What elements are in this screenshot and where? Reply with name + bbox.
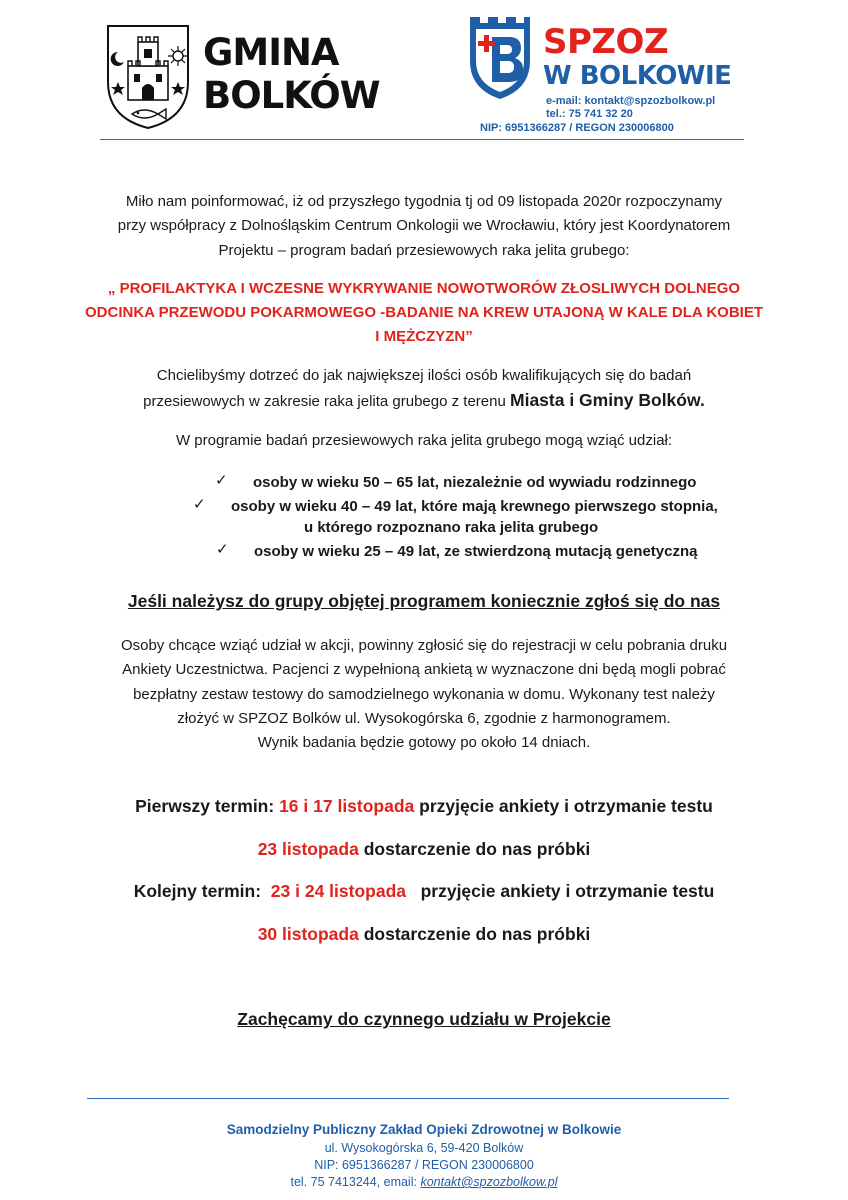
eligibility-item-1: osoby w wieku 50 – 65 lat, niezależnie od wywiadu rodzinnego <box>253 474 697 491</box>
header-phone: tel.: 75 741 32 20 <box>546 108 633 120</box>
schedule-first-return <box>0 839 848 860</box>
reach-line-2 <box>0 390 848 411</box>
spzoz-title: SPZOZ <box>543 22 669 62</box>
first-term-dates: 16 i 17 listopada <box>279 796 415 816</box>
program-title-line-1: „ PROFILAKTYKA I WCZESNE WYKRYWANIE NOWOTWORÓW ZŁOSLIWYCH DOLNEGO <box>107 280 741 297</box>
reach-line-2-suffix: . <box>699 390 705 410</box>
first-term-action: przyjęcie ankiety i otrzymanie testu <box>414 796 713 816</box>
checkmark-icon: ✓ <box>215 471 228 489</box>
second-return-date: 30 listopada <box>257 924 359 944</box>
footer-email-link[interactable]: kontakt@spzozbolkow.pl <box>420 1175 558 1189</box>
reach-line-1: Chcielibyśmy dotrzeć do jak największej ilości osób kwalifikujących się do badań <box>156 367 692 384</box>
second-term-action: przyjęcie ankiety i otrzymanie testu <box>406 881 715 901</box>
gmina-name-line1: GMINA <box>203 31 339 74</box>
footer-contact-prefix: tel. 75 7413244, email: <box>290 1175 421 1189</box>
gmina-name-line2: BOLKÓW <box>203 74 380 117</box>
spzoz-logo-icon <box>466 15 534 101</box>
header-nip-regon: NIP: 6951366287 / REGON 230006800 <box>480 122 674 134</box>
first-return-action: dostarczenie do nas próbki <box>358 839 591 859</box>
bolkow-coat-of-arms-icon <box>104 22 192 132</box>
instructions-line-5: Wynik badania będzie gotowy po około 14 dniach. <box>257 734 591 751</box>
instructions-line-1: Osoby chcące wziąć udział w akcji, powinny zgłosić się do rejestracji w celu pobrania druku <box>120 637 728 654</box>
first-term-label: Pierwszy termin: <box>135 796 280 816</box>
intro-line-2: przy współpracy z Dolnośląskim Centrum Onkologii we Wrocławiu, który jest Koordynatorem <box>117 217 731 234</box>
header-divider <box>100 139 744 140</box>
second-term-label: Kolejny termin: <box>133 881 271 901</box>
intro-line-1: Miło nam poinformować, iż od przyszłego tygodnia tj od 09 listopada 2020r rozpoczynamy <box>125 193 723 210</box>
footer-address: ul. Wysokogórska 6, 59-420 Bolków <box>324 1141 524 1155</box>
footer-title: Samodzielny Publiczny Zakład Opieki Zdrowotnej w Bolkowie <box>226 1122 622 1137</box>
program-title-line-2: ODCINKA PRZEWODU POKARMOWEGO -BADANIE NA KREW UTAJONĄ W KALE DLA KOBIET <box>84 304 764 321</box>
instructions-line-4: złożyć w SPZOZ Bolków ul. Wysokogórska 6, zgodnie z harmonogramem. <box>177 710 671 727</box>
schedule-first-term <box>0 796 848 817</box>
second-return-action: dostarczenie do nas próbki <box>358 924 591 944</box>
reach-line-2-prefix: przesiewowych w zakresie raka jelita grubego z terenu <box>143 393 510 410</box>
first-return-date: 23 listopada <box>257 839 359 859</box>
program-title-line-3: I MĘŻCZYZN” <box>375 328 473 345</box>
instructions-line-3: bezpłatny zestaw testowy do samodzielnego wykonania w domu. Wykonany test należy <box>133 686 715 703</box>
second-term-dates: 23 i 24 listopada <box>270 881 406 901</box>
intro-line-3: Projektu – program badań przesiewowych raka jelita grubego: <box>218 242 630 259</box>
closing-statement: Zachęcamy do czynnego udziału w Projekcie <box>237 1009 611 1029</box>
footer-contact <box>0 1175 848 1189</box>
schedule-second-return <box>0 924 848 945</box>
instructions-line-2: Ankiety Uczestnictwa. Pacjenci z wypełnioną ankietą w wyznaczone dni będą mogli pobrać <box>122 661 726 678</box>
eligibility-item-2-line-2: u którego rozpoznano raka jelita grubego <box>304 519 599 536</box>
footer-divider <box>87 1098 729 1099</box>
header-email: e-mail: kontakt@spzozbolkow.pl <box>546 95 716 107</box>
call-to-action: Jeśli należysz do grupy objętej programem koniecznie zgłoś się do nas <box>127 591 721 611</box>
footer-nip-regon: NIP: 6951366287 / REGON 230006800 <box>314 1158 534 1172</box>
eligibility-item-3: osoby w wieku 25 – 49 lat, ze stwierdzoną mutacją genetyczną <box>254 543 698 560</box>
eligibility-item-2-line-1: osoby w wieku 40 – 49 lat, które mają krewnego pierwszego stopnia, <box>231 498 718 515</box>
eligibility-intro: W programie badań przesiewowych raka jelita grubego mogą wziąć udział: <box>175 432 673 449</box>
reach-line-2-bold: Miasta i Gminy Bolków <box>510 390 700 410</box>
checkmark-icon: ✓ <box>216 540 229 558</box>
spzoz-subtitle: W BOLKOWIE <box>543 61 732 91</box>
checkmark-icon: ✓ <box>193 495 206 513</box>
schedule-second-term <box>0 881 848 902</box>
